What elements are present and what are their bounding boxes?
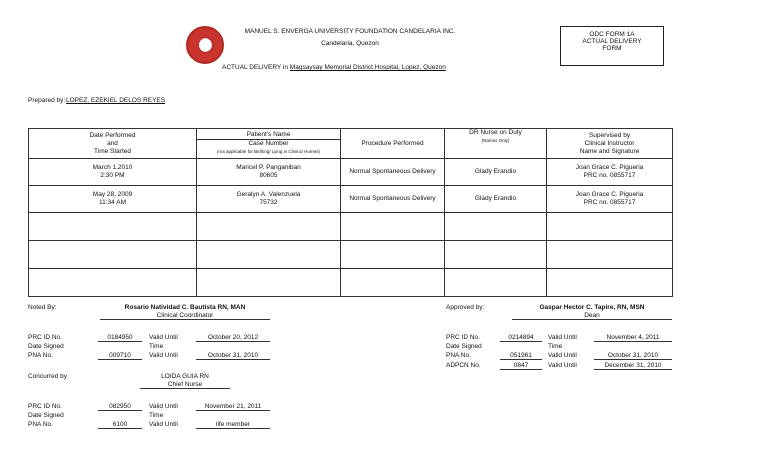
table-row bbox=[29, 159, 673, 186]
concurred-date-label: Date Signed bbox=[28, 412, 64, 419]
empty-cell bbox=[197, 241, 341, 269]
header-text: and bbox=[107, 139, 118, 147]
header-date bbox=[29, 129, 197, 159]
header-text: Clinical Instructor bbox=[584, 139, 635, 147]
noted-valid-label: Valid Until bbox=[149, 334, 178, 341]
empty-cell bbox=[445, 269, 547, 297]
noted-date-label: Date Signed bbox=[28, 343, 64, 350]
empty-cell bbox=[197, 269, 341, 297]
concurred-time-label: Time bbox=[149, 412, 164, 419]
table-row bbox=[29, 213, 673, 241]
empty-cell bbox=[547, 213, 673, 241]
table-row bbox=[29, 269, 673, 297]
subtitle-place: Magsaysay Memorial District Hospital, Lopez, Quezon bbox=[289, 64, 446, 71]
supervisor-text: Joan Grace C. Pigueria bbox=[575, 164, 644, 171]
empty-cell bbox=[29, 241, 197, 269]
approved-label: Approved by: bbox=[446, 304, 485, 311]
concurred-pna-valid: life member bbox=[196, 421, 270, 429]
concurred-prc-value: 082950 bbox=[98, 403, 142, 411]
form-code-line: ACTUAL DELIVERY bbox=[582, 38, 642, 45]
empty-cell bbox=[341, 269, 445, 297]
noted-prc-value: 0184950 bbox=[98, 334, 142, 342]
empty-cell bbox=[341, 241, 445, 269]
noted-name: Rosario Natividad C. Bautista RN, MAN bbox=[124, 304, 246, 311]
cell-supervisor bbox=[547, 159, 673, 186]
noted-pna-label: PNA No. bbox=[28, 352, 53, 359]
prc-text: PRC no. 0855717 bbox=[583, 199, 636, 206]
cell-patient bbox=[197, 186, 341, 213]
empty-cell bbox=[547, 269, 673, 297]
header-text: Supervised by bbox=[588, 131, 631, 139]
approved-valid-label: Valid Until bbox=[548, 362, 577, 369]
cell-nurse: Glady Erandio bbox=[445, 159, 547, 186]
date-text: May 28, 2009 bbox=[92, 191, 133, 198]
noted-title: Clinical Coordinator bbox=[100, 312, 270, 320]
time-text: 11:34 AM bbox=[99, 199, 126, 206]
university-city: Candelaria, Quezon bbox=[321, 40, 379, 47]
header-supervisor bbox=[547, 129, 673, 159]
cell-nurse: Glady Erandio bbox=[445, 186, 547, 213]
header-text: Case Number bbox=[197, 139, 340, 148]
table-header-row bbox=[29, 129, 673, 159]
subtitle-prefix: ACTUAL DELIVERY in bbox=[222, 64, 290, 71]
date-text: March 1,2010 bbox=[92, 164, 133, 171]
approved-pna-value: 051961 bbox=[500, 352, 542, 360]
concurred-valid-label: Valid Until bbox=[149, 421, 178, 428]
prc-text: PRC no. 0855717 bbox=[583, 172, 636, 179]
empty-cell bbox=[445, 241, 547, 269]
header-text: Time Started bbox=[94, 147, 131, 155]
cell-procedure: Normal Spontaneous Delivery bbox=[341, 159, 445, 186]
patient-text: Maricel P. Panganiban bbox=[236, 164, 301, 171]
empty-cell bbox=[341, 213, 445, 241]
cell-supervisor bbox=[547, 186, 673, 213]
approved-adpcn-label: ADPCN No. bbox=[446, 362, 481, 369]
approved-pna-label: PNA No. bbox=[446, 352, 471, 359]
concurred-valid-label: Valid Until bbox=[149, 403, 178, 410]
header-text: Date Performed bbox=[89, 131, 136, 139]
header-procedure: Procedure Performed bbox=[341, 129, 445, 159]
cell-patient bbox=[197, 159, 341, 186]
prepared-label: Prepared by: bbox=[28, 97, 66, 104]
header-note: (Names Only) bbox=[481, 138, 510, 143]
noted-prc-label: PRC ID No. bbox=[28, 334, 62, 341]
cell-date bbox=[29, 159, 197, 186]
header-patient bbox=[197, 129, 341, 159]
approved-prc-label: PRC ID No. bbox=[446, 334, 480, 341]
approved-title: Dean bbox=[512, 312, 672, 320]
approved-prc-valid: November 4, 2011 bbox=[594, 334, 672, 342]
header-text: DR Nurse on Duty bbox=[469, 129, 522, 136]
supervisor-text: Joan Grace C. Pigueria bbox=[575, 191, 644, 198]
approved-adpcn-value: 0847 bbox=[500, 362, 542, 370]
approved-time-label: Time bbox=[548, 343, 563, 350]
approved-pna-valid: October 31, 2010 bbox=[594, 352, 672, 360]
noted-pna-valid: October 31, 2010 bbox=[196, 352, 270, 360]
prepared-name: LOPEZ, EZEKIEL DELOS REYES bbox=[66, 97, 166, 104]
noted-prc-valid: October 20, 2012 bbox=[196, 334, 270, 342]
form-code-line: FORM bbox=[602, 45, 622, 52]
form-subtitle bbox=[222, 64, 492, 71]
case-text: 80605 bbox=[259, 172, 278, 179]
noted-time-label: Time bbox=[149, 343, 164, 350]
university-seal bbox=[186, 26, 224, 64]
university-name: MANUEL S. ENVERGA UNIVERSITY FOUNDATION CANDELARIA INC. bbox=[244, 28, 456, 35]
noted-pna-value: 009710 bbox=[98, 352, 142, 360]
empty-cell bbox=[547, 241, 673, 269]
table-row bbox=[29, 241, 673, 269]
approved-prc-value: 0214894 bbox=[500, 334, 542, 342]
table-row bbox=[29, 186, 673, 213]
approved-adpcn-valid: December 31, 2010 bbox=[594, 362, 672, 370]
approved-valid-label: Valid Until bbox=[548, 352, 577, 359]
form-code-line: ODC FORM 1A bbox=[589, 31, 635, 38]
form-code-box bbox=[560, 26, 664, 66]
empty-cell bbox=[29, 213, 197, 241]
case-text: 75732 bbox=[259, 199, 278, 206]
header-note: (not applicable for Birthing/ Lying in Clinics/ Homes) bbox=[217, 149, 320, 154]
concurred-prc-valid: November 21, 2011 bbox=[196, 403, 270, 411]
concurred-name: LOIDA GUIA RN bbox=[161, 373, 209, 380]
concurred-label: Concurred by bbox=[28, 373, 68, 380]
header-nurse bbox=[445, 129, 547, 159]
concurred-pna-value: 6100 bbox=[98, 421, 142, 429]
header-text: Patient's Name bbox=[246, 131, 291, 138]
header-text: Name and Signature bbox=[579, 147, 640, 155]
noted-label: Noted By: bbox=[28, 304, 57, 311]
concurred-title: Chief Nurse bbox=[140, 381, 230, 389]
concurred-pna-label: PNA No. bbox=[28, 421, 53, 428]
empty-cell bbox=[29, 269, 197, 297]
cell-date bbox=[29, 186, 197, 213]
approved-name: Gaspar Hector C. Tapire, RN, MSN bbox=[539, 304, 645, 311]
approved-date-label: Date Signed bbox=[446, 343, 482, 350]
patient-text: Geralyn A. Valenzuela bbox=[236, 191, 301, 198]
concurred-prc-label: PRC ID No. bbox=[28, 403, 62, 410]
cell-procedure: Normal Spontaneous Delivery bbox=[341, 186, 445, 213]
time-text: 2:30 PM bbox=[100, 172, 125, 179]
approved-valid-label: Valid Until bbox=[548, 334, 577, 341]
empty-cell bbox=[445, 213, 547, 241]
noted-valid-label: Valid Until bbox=[149, 352, 178, 359]
empty-cell bbox=[197, 213, 341, 241]
delivery-table bbox=[28, 128, 673, 297]
